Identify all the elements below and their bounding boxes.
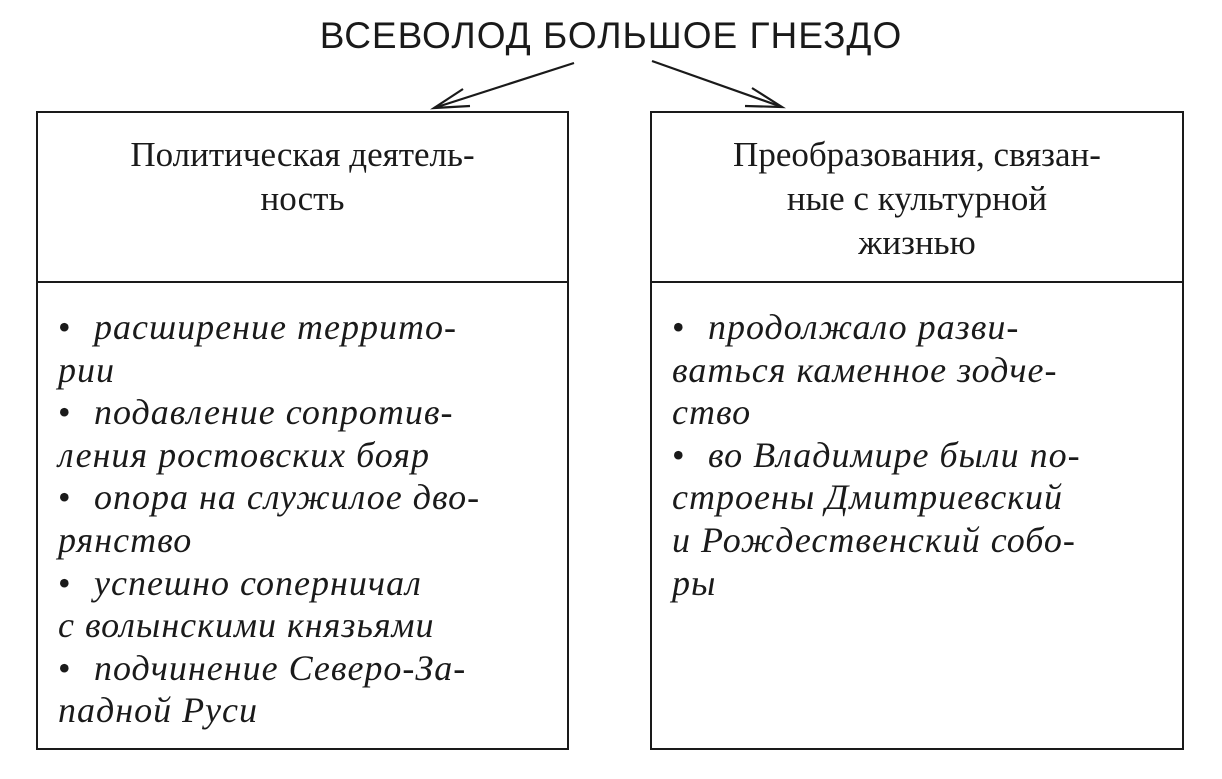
item-line: во Владимире были по-	[708, 434, 1081, 475]
list-item	[58, 476, 549, 561]
item-line: строены Дмитриевский	[672, 477, 1064, 518]
item-line: и Рождественский собо-	[672, 519, 1076, 560]
bullet-icon: •	[58, 392, 72, 433]
list-item	[58, 306, 549, 391]
item-line: ство	[672, 392, 752, 433]
right-box	[650, 111, 1184, 750]
heading-line: Преобразования, связан-	[733, 135, 1101, 174]
item-line: рии	[58, 349, 115, 390]
left-box-list	[38, 283, 567, 732]
heading-line: жизнью	[858, 223, 976, 262]
item-line: успешно соперничал	[94, 562, 422, 603]
item-line: с волынскими князьями	[58, 605, 435, 646]
item-line: ры	[672, 562, 717, 603]
bullet-icon: •	[672, 434, 686, 475]
item-line: подавление сопротив-	[94, 392, 454, 433]
right-box-list	[652, 283, 1182, 604]
arrow-to-right-box	[652, 61, 782, 107]
item-line: ваться каменное зодче-	[672, 349, 1058, 390]
heading-line: Политическая деятель-	[130, 135, 475, 174]
bullet-icon: •	[58, 477, 72, 518]
item-line: продолжало разви-	[708, 307, 1020, 347]
left-box-heading	[38, 113, 567, 283]
item-line: рянство	[58, 519, 193, 560]
heading-line: ность	[260, 179, 345, 218]
bullet-icon: •	[58, 647, 72, 688]
bullet-icon: •	[672, 307, 686, 347]
bullet-icon: •	[58, 562, 72, 603]
list-item	[58, 391, 549, 476]
item-line: подчинение Северо-За-	[94, 647, 467, 688]
item-line: ления ростовских бояр	[58, 434, 430, 475]
item-line: расширение террито-	[94, 307, 457, 347]
list-item	[672, 434, 1164, 604]
list-item	[58, 562, 549, 647]
diagram-title: ВСЕВОЛОД БОЛЬШОЕ ГНЕЗДО	[319, 15, 903, 56]
heading-line: ные с культурной	[786, 179, 1048, 218]
item-line: опора на служилое дво-	[94, 477, 481, 518]
list-item	[672, 306, 1164, 434]
bullet-icon: •	[58, 307, 72, 347]
arrow-to-left-box	[434, 63, 574, 108]
list-item	[58, 647, 549, 732]
right-box-heading	[652, 113, 1182, 283]
left-box	[36, 111, 569, 750]
item-line: падной Руси	[58, 690, 259, 731]
